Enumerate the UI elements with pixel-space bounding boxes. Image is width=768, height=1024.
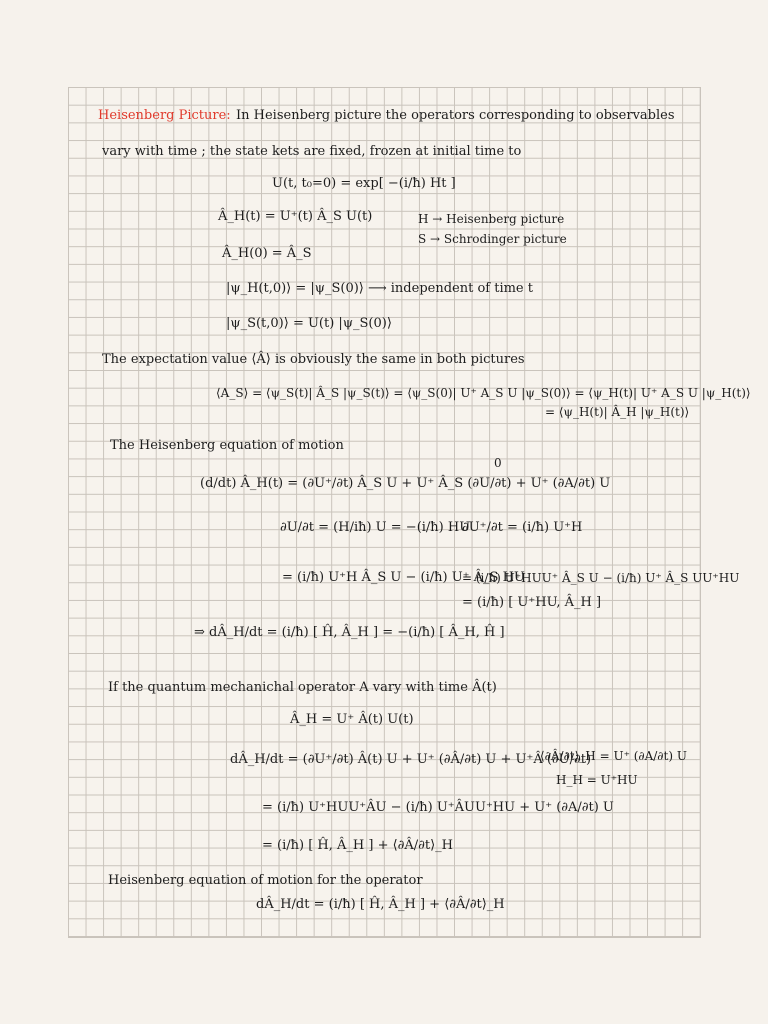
ket-schrodinger: |ψ_S(t,0)⟩ = U(t) |ψ_S(0)⟩ — [226, 316, 392, 331]
ket-heisenberg: |ψ_H(t,0)⟩ = |ψ_S(0)⟩ ⟶ independent of time t — [226, 281, 533, 296]
operator-transform: Â_H(t) = U⁺(t) Â_S U(t) — [218, 209, 373, 224]
heisenberg-eq-title: The Heisenberg equation of motion — [110, 438, 344, 453]
expectation-text: The expectation value ⟨Â⟩ is obviously the same in both pictures — [102, 352, 525, 367]
dAH-dt: dÂ_H/dt = (∂U⁺/∂t) Â(t) U + U⁺ (∂Â/∂t) U + U⁺Â (∂U/∂t) — [230, 752, 592, 767]
side-note-2: H_H = U⁺HU — [556, 773, 638, 787]
intro-line-2: vary with time ; the state kets are fixed, frozen at initial time to — [102, 144, 522, 159]
time-dependent-text: If the quantum mechanichal operator A vary with time Â(t) — [108, 680, 497, 695]
operator-initial: Â_H(0) = Â_S — [222, 246, 312, 261]
legend-schrodinger: S → Schrodinger picture — [418, 232, 567, 246]
dU-dt: ∂U/∂t = (H/iħ) U = −(i/ħ) HU — [280, 520, 471, 535]
final-equation: dÂ_H/dt = (i/ħ) [ Ĥ, Â_H ] + ⟨∂Â/∂t⟩_H — [256, 897, 505, 912]
step-1b: = (i/ħ) U⁺HUU⁺ Â_S U − (i/ħ) U⁺ Â_S UU⁺HU — [462, 571, 740, 585]
result-equation: ⇒ dÂ_H/dt = (i/ħ) [ Ĥ, Â_H ] = −(i/ħ) [ Â_H, Ĥ ] — [194, 625, 505, 640]
expectation-equation: ⟨A_S⟩ = ⟨ψ_S(t)| Â_S |ψ_S(t)⟩ = ⟨ψ_S(0)| U⁺ A_S U |ψ_S(0)⟩ = ⟨ψ_H(t)| U⁺ A_S U |ψ_H(t)⟩ — [216, 386, 751, 400]
dUdag-dt: ∂U⁺/∂t = (i/ħ) U⁺H — [462, 520, 583, 535]
step-1: = (i/ħ) U⁺H Â_S U − (i/ħ) U⁺ Â_S HU — [282, 570, 525, 585]
side-note-1: ⟨∂Â/∂t⟩_H = U⁺ (∂A/∂t) U — [540, 749, 687, 763]
expectation-equation-2: = ⟨ψ_H(t)| Â_H |ψ_H(t)⟩ — [545, 405, 690, 419]
section-title: Heisenberg Picture: — [98, 108, 231, 123]
final-text: Heisenberg equation of motion for the operator — [108, 873, 423, 888]
A-heisenberg: Â_H = U⁺ Â(t) U(t) — [290, 712, 414, 727]
step-4: = (i/ħ) [ Ĥ, Â_H ] + ⟨∂Â/∂t⟩_H — [262, 838, 454, 853]
intro-line-1: In Heisenberg picture the operators corresponding to observables — [236, 108, 675, 123]
evolution-operator: U(t, t₀=0) = exp[ −(i/ħ) Ht ] — [272, 176, 456, 191]
step-2: = (i/ħ) [ U⁺HU, Â_H ] — [462, 595, 602, 610]
zero-mark: 0 — [494, 456, 502, 470]
step-3: = (i/ħ) U⁺HUU⁺ÂU − (i/ħ) U⁺ÂUU⁺HU + U⁺ (∂A/∂t) U — [262, 800, 614, 815]
time-derivative: (d/dt) Â_H(t) = (∂U⁺/∂t) Â_S U + U⁺ Â_S (∂U/∂t) + U⁺ (∂A/∂t) U — [200, 476, 611, 491]
legend-heisenberg: H → Heisenberg picture — [418, 212, 565, 226]
